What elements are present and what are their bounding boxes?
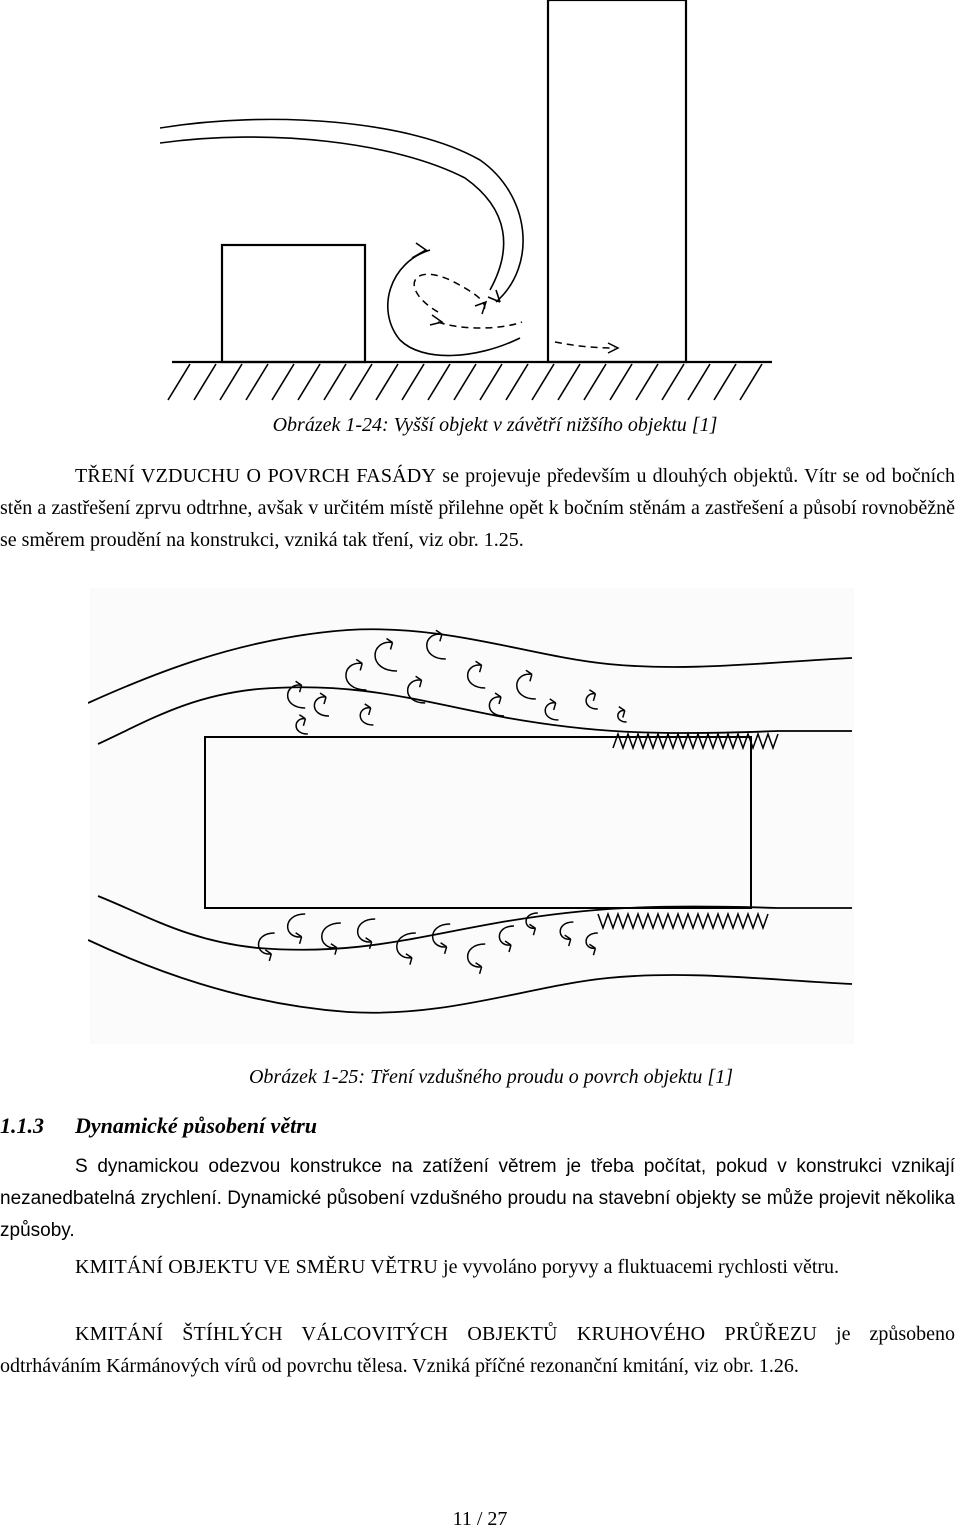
dashed-vortex bbox=[414, 274, 615, 348]
lead-facade-friction: TŘENÍ VZDUCHU O POVRCH FASÁDY bbox=[75, 465, 437, 487]
figure-lee-building bbox=[160, 0, 780, 405]
paragraph-facade-friction bbox=[0, 460, 955, 556]
tall-building bbox=[548, 0, 686, 362]
paragraph-text: se projevuje především u dlouhých objektů. Vítr se od bočních stěn a zastřešení zprvu odtrhne, avšak v určitém místě přilehne opět k bočním stěnám a zastřešení a působí rovnoběžně se směrem proudění na konstrukci, vzniká tak tření, viz obr. 1.25. bbox=[0, 465, 956, 551]
flow-lines bbox=[160, 119, 523, 355]
section-heading bbox=[0, 1112, 317, 1140]
section-title: Dynamické působení větru bbox=[75, 1113, 317, 1138]
low-building bbox=[222, 245, 365, 362]
section-number: 1.1.3 bbox=[0, 1113, 44, 1138]
paragraph-text: je vyvoláno poryvy a fluktuacemi rychlosti větru. bbox=[438, 1256, 840, 1278]
paragraph-cylindrical bbox=[0, 1318, 955, 1382]
ground-hatching bbox=[168, 364, 762, 400]
paragraph-text: je způsobeno odtrháváním Kármánových vírů od povrchu tělesa. Vzniká příčné rezonanční kmitání, viz obr. 1.26. bbox=[0, 1323, 955, 1377]
paragraph-along-wind bbox=[0, 1251, 955, 1283]
lead-cylindrical: KMITÁNÍ ŠTÍHLÝCH VÁLCOVITÝCH OBJEKTŮ KRUHOVÉHO PRŮŘEZU bbox=[75, 1323, 818, 1345]
page-number: 11 / 27 bbox=[452, 1508, 508, 1530]
figure-caption-1-25: Obrázek 1-25: Tření vzdušného proudu o povrch objektu [1] bbox=[248, 1066, 733, 1088]
paragraph-dynamic-response: S dynamickou odezvou konstrukce na zatížení větrem je třeba počítat, pokud v konstrukci vznikají nezanedbatelná zrychlení. Dynamické působení vzdušného proudu na stavební objekty se může projevit několika způsoby. bbox=[0, 1156, 955, 1241]
figure-air-friction bbox=[88, 586, 858, 1048]
lead-along-wind: KMITÁNÍ OBJEKTU VE SMĚRU VĚTRU bbox=[75, 1256, 439, 1278]
figure-caption-1-24: Obrázek 1-24: Vyšší objekt v závětří nižšího objektu [1] bbox=[272, 414, 718, 436]
